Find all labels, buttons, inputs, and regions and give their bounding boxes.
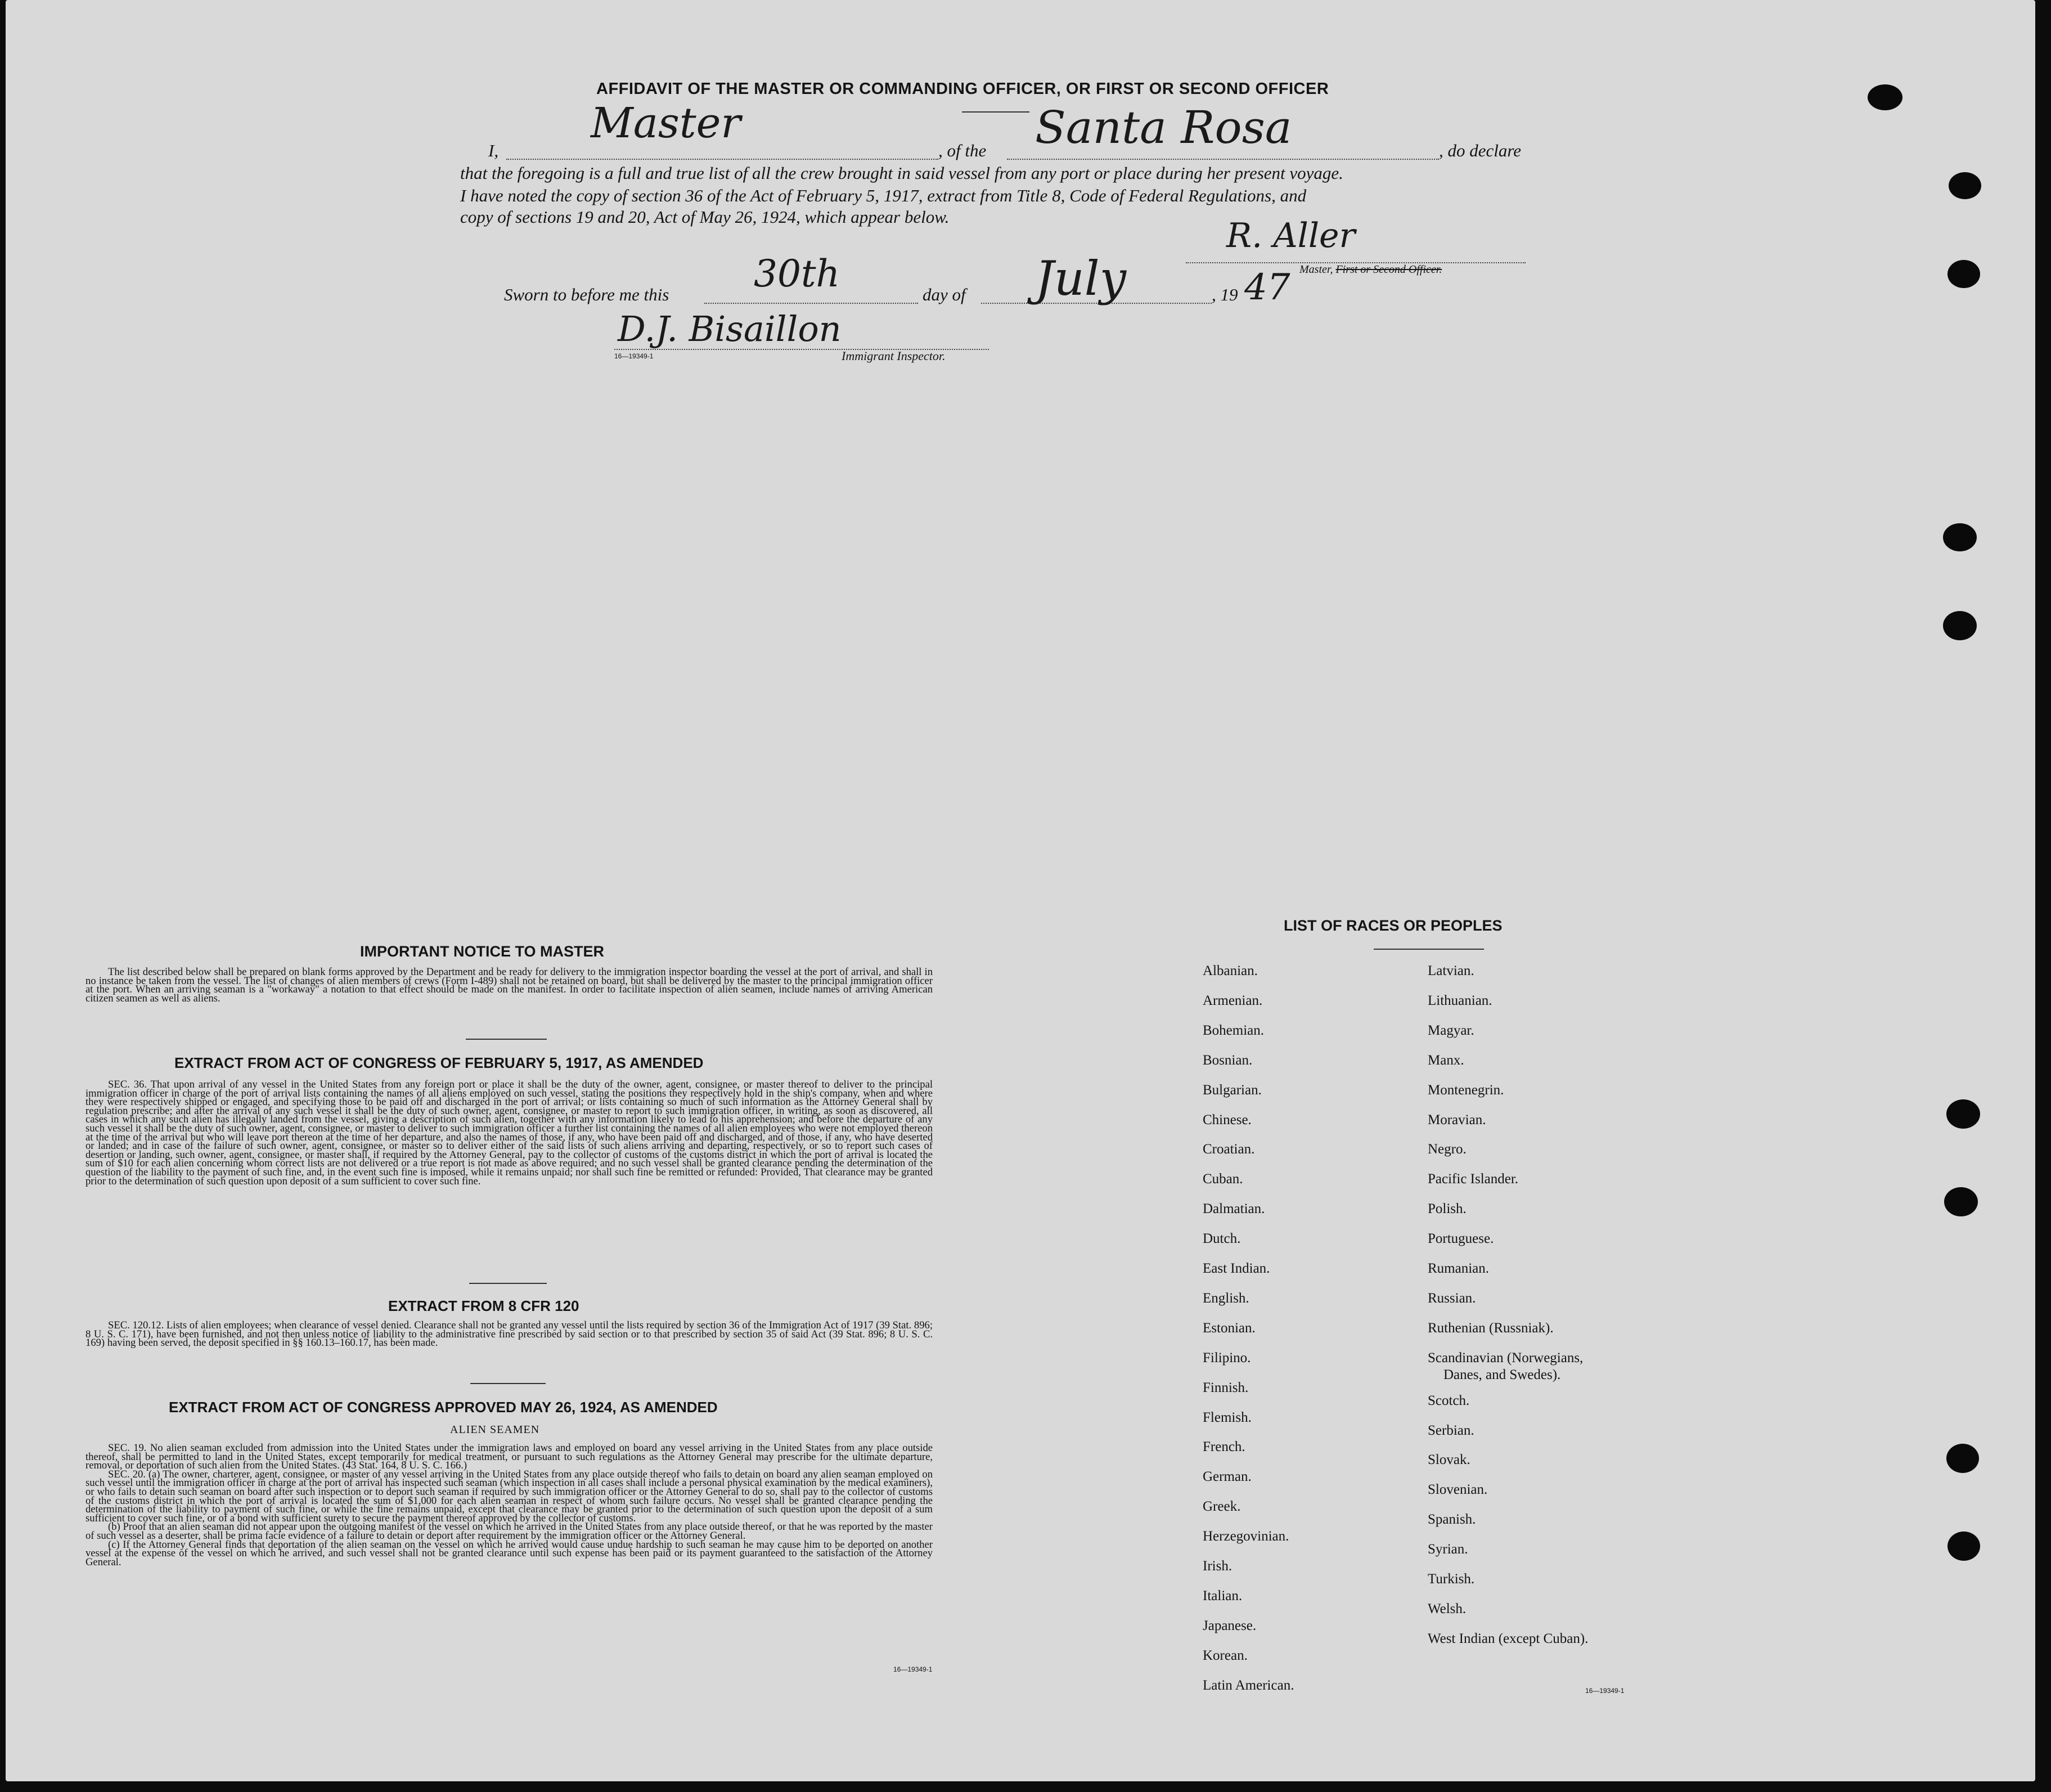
race-item: Dalmatian. xyxy=(1203,1201,1265,1217)
race-item: Danes, and Swedes). xyxy=(1443,1367,1561,1382)
divider xyxy=(469,1283,547,1284)
form-code: 16—19349-1 xyxy=(614,352,654,360)
race-item: Negro. xyxy=(1428,1142,1467,1157)
i-label: I, xyxy=(488,141,499,160)
race-item: Bosnian. xyxy=(1203,1052,1253,1068)
officer-label-struck: First or Second Officer. xyxy=(1335,263,1442,276)
race-item: Herzegovinian. xyxy=(1203,1529,1289,1544)
race-item: Flemish. xyxy=(1203,1409,1252,1425)
master-signature: R. Aller xyxy=(1226,216,1356,255)
races-title: LIST OF RACES OR PEOPLES xyxy=(1284,917,1503,934)
punch-hole xyxy=(1868,84,1902,110)
notice-title: IMPORTANT NOTICE TO MASTER xyxy=(360,943,604,960)
day-handwritten: 30th xyxy=(754,252,840,295)
extract-cfr-text xyxy=(86,1321,933,1348)
race-item: Chinese. xyxy=(1203,1112,1252,1128)
race-item: Slovenian. xyxy=(1428,1482,1488,1498)
divider xyxy=(466,1039,547,1040)
notice-paragraph: The list described below shall be prepared on blank forms approved by the Department and be ready for delivery to the immigration inspector boarding the vessel at the port of arrival, and shall in no instance be taken from the vessel. The list of changes of alien members of crews (Form I-489) shall not be retained on board, but shall be delivered by the master to the principal immigration officer at the port. When an arriving seaman is a "workaway" a notation to that effect should be made on the manifest. In order to facilitate inspection of alien seamen, include names of arriving American citizen seamen as well as aliens. xyxy=(86,966,933,1004)
punch-hole xyxy=(1946,1099,1980,1129)
form-code: 16—19349-1 xyxy=(893,1665,933,1673)
race-item: Cuban. xyxy=(1203,1171,1243,1187)
race-item: Welsh. xyxy=(1428,1601,1467,1616)
race-item: Manx. xyxy=(1428,1052,1464,1068)
race-item: Croatian. xyxy=(1203,1142,1255,1157)
race-item: Armenian. xyxy=(1203,992,1263,1008)
alien-seamen-subtitle: ALIEN SEAMEN xyxy=(450,1423,540,1436)
inspector-label: Immigrant Inspector. xyxy=(842,349,946,363)
race-item: Bohemian. xyxy=(1203,1022,1265,1038)
race-item: French. xyxy=(1203,1439,1245,1455)
punch-hole xyxy=(1943,523,1977,551)
affidavit-line-2: that the foregoing is a full and true list of all the crew brought in said vessel from any port or place during her present voyage. xyxy=(460,163,1343,183)
race-item: Russian. xyxy=(1428,1290,1476,1306)
master-label: Master, xyxy=(1299,263,1333,276)
year-handwritten: 47 xyxy=(1244,267,1290,308)
master-title xyxy=(1299,263,1442,276)
punch-hole xyxy=(1943,611,1977,640)
extract-1917-title: EXTRACT FROM ACT OF CONGRESS OF FEBRUARY 5, 1917, AS AMENDED xyxy=(174,1054,704,1071)
day-field-line xyxy=(704,303,918,304)
rank-handwritten: Master xyxy=(591,99,741,147)
race-item: Estonian. xyxy=(1203,1320,1256,1336)
extract-cfr-title: EXTRACT FROM 8 CFR 120 xyxy=(388,1297,579,1314)
race-item: Korean. xyxy=(1203,1647,1248,1663)
race-item: East Indian. xyxy=(1203,1261,1270,1276)
race-item: Rumanian. xyxy=(1428,1261,1490,1276)
race-item: Bulgarian. xyxy=(1203,1082,1262,1098)
notice-text xyxy=(86,968,933,1003)
extract-1917-text xyxy=(86,1080,933,1185)
sec20c-paragraph: (c) If the Attorney General finds that deportation of the alien seaman on the vessel on which he arrived would cause undue hardship to such seaman he may cause him to be deported on another vessel at the expense of the vessel on which he arrived, and such vessel shall not be granted clearance until such expense has been paid or its payment guaranteed to the satisfaction of the Attorney General. xyxy=(86,1538,933,1568)
race-item: Serbian. xyxy=(1428,1422,1474,1438)
race-item: Finnish. xyxy=(1203,1380,1249,1395)
race-item: Japanese. xyxy=(1203,1618,1257,1633)
race-item: Lithuanian. xyxy=(1428,992,1492,1008)
race-item: Greek. xyxy=(1203,1499,1241,1515)
inspector-signature: D.J. Bisaillon xyxy=(618,308,842,349)
race-item: English. xyxy=(1203,1290,1249,1306)
punch-hole xyxy=(1944,1187,1978,1216)
race-item: Spanish. xyxy=(1428,1512,1476,1528)
extract-1924-text xyxy=(86,1444,933,1566)
sec36-paragraph: SEC. 36. That upon arrival of any vessel in the United States from any foreign port or place it shall be the duty of the owner, agent, consignee, or master thereof to deliver to the principal immigration officer in charge of the port of arrival lists containing the names of all aliens employed on such vessel, stating the positions they respectively hold in the ship's company, when and where they were respectively shipped or engaged, and specifying those to be paid off and discharged in the port of arrival; or lists containing so much of such information as the Attorney General shall by regulation prescribe; and after the arrival of any such vessel it shall be the duty of such owner, agent, consignee, or master to report to such immigration officer, in writing, as soon as discovered, all cases in which any such alien has illegally landed from the vessel, giving a description of such alien, together with any information likely to lead to his apprehension; and before the departure of any such vessel it shall be the duty of such owner, agent, consignee, or master to deliver to such immigration officer a further list containing the names of all alien employees who were not employed thereon at the time of the arrival but who will leave port thereon at the time of her departure, and also the names of those, if any, who have been paid off and discharged, and of those, if any, who have deserted or landed; and in case of the failure of such owner, agent, consignee, or master so to deliver either of the said lists of such aliens arriving and departing, respectively, or so to report such cases of desertion or landing, such owner, agent, consignee, or master shall, if required by the Attorney General, pay to the collector of customs of the customs district in which the port of arrival is located the sum of $10 for each alien concerning whom correct lists are not delivered or a true report is not made as above required; and no such vessel shall be granted clearance pending the determination of the question of the liability to the payment of such fine, and, in the event such fine is imposed, while it remains unpaid; nor shall such fine be remitted or refunded: Provided, That clearance may be granted prior to the determination of such question upon deposit of a sum sufficient to cover such fine. xyxy=(86,1079,933,1187)
race-item: Montenegrin. xyxy=(1428,1082,1504,1098)
race-item: Magyar. xyxy=(1428,1022,1474,1038)
divider xyxy=(470,1383,546,1384)
affidavit-title: AFFIDAVIT OF THE MASTER OR COMMANDING OFFICER, OR FIRST OR SECOND OFFICER xyxy=(596,80,1329,98)
divider xyxy=(1374,949,1484,950)
of-the-label: , of the xyxy=(938,141,987,160)
race-item: Moravian. xyxy=(1428,1112,1486,1128)
punch-hole xyxy=(1949,172,1981,199)
race-item: Scotch. xyxy=(1428,1393,1470,1408)
race-item: West Indian (except Cuban). xyxy=(1428,1631,1589,1646)
sec20a-paragraph: SEC. 20. (a) The owner, charterer, agent, consignee, or master of any vessel arriving in the United States from any place outside thereof who fails to detain on board any alien seaman employed on such vessel until the immigration officer in charge at the port of arrival has inspected such seaman (which inspection in all cases shall include a personal physical examination by the medical examiners), or who fails to detain such seaman on board after such inspection or to deport such seaman if required by such immigration officer or the Attorney General to do so, shall pay to the collector of customs of the customs district in which the port of arrival is located the sum of $1,000 for each alien seaman in respect of whom such failure occurs. No vessel shall be granted clearance pending the determination of the liability to payment of such fine, or while the fine remains unpaid, except that clearance may be granted prior to the determination of such question upon the deposit of a sum sufficient to cover such fine, or of a bond with sufficient surety to secure the payment thereof approved by the collector of customs. xyxy=(86,1468,933,1524)
race-item: Ruthenian (Russniak). xyxy=(1428,1320,1554,1336)
race-item: Scandinavian (Norwegians, xyxy=(1428,1350,1584,1366)
affidavit-line-4: copy of sections 19 and 20, Act of May 26, 1924, which appear below. xyxy=(460,207,950,227)
punch-hole xyxy=(1946,1444,1979,1473)
day-of-label: day of xyxy=(923,285,966,304)
race-item: Dutch. xyxy=(1203,1231,1241,1247)
sec19-paragraph: SEC. 19. No alien seaman excluded from admission into the United States under the immigration laws and employed on board any vessel arriving in the United States from any place outside thereof, shall be permitted to land in the United States, except temporarily for medical treatment, or pursuant to such regulations as the Attorney General may prescribe for the ultimate departure, removal, or deportation of such alien from the United States. (43 Stat. 164, 8 U. S. C. 166.) xyxy=(86,1442,933,1472)
sec20b-paragraph: (b) Proof that an alien seaman did not appear upon the outgoing manifest of the vessel on which he arrived in the United States from any place outside thereof, or that he was reported by the master of such vessel as a deserter, shall be prima facie evidence of a failure to detain or deport after requirement by the immigration officer or the Attorney General. xyxy=(86,1521,933,1542)
punch-hole xyxy=(1947,260,1980,288)
race-item: Irish. xyxy=(1203,1559,1233,1574)
race-item: Filipino. xyxy=(1203,1350,1251,1366)
affidavit-line-3: I have noted the copy of section 36 of the Act of February 5, 1917, extract from Title 8, Code of Federal Regulations, and xyxy=(460,186,1307,205)
vessel-field-line xyxy=(1007,159,1439,160)
form-code: 16—19349-1 xyxy=(1585,1687,1625,1695)
race-item: Portuguese. xyxy=(1428,1231,1494,1247)
race-item: Latvian. xyxy=(1428,963,1474,978)
race-item: Slovak. xyxy=(1428,1452,1470,1468)
sworn-label: Sworn to before me this xyxy=(504,285,669,304)
vessel-handwritten: Santa Rosa xyxy=(1035,101,1292,154)
extract-1924-title: EXTRACT FROM ACT OF CONGRESS APPROVED MAY 26, 1924, AS AMENDED xyxy=(169,1399,718,1416)
year-prefix: , 19 xyxy=(1212,285,1238,304)
declare-label: , do declare xyxy=(1439,141,1522,160)
divider xyxy=(962,111,1029,113)
race-item: German. xyxy=(1203,1469,1252,1485)
race-item: Pacific Islander. xyxy=(1428,1171,1519,1187)
race-item: Polish. xyxy=(1428,1201,1467,1217)
race-item: Turkish. xyxy=(1428,1571,1475,1587)
race-item: Syrian. xyxy=(1428,1542,1468,1557)
race-item: Albanian. xyxy=(1203,963,1258,978)
sec120-paragraph: SEC. 120.12. Lists of alien employees; when clearance of vessel denied. Clearance shall not be granted any vessel until the lists required by section 36 of the Immigration Act of 1917 (39 Stat. 896; 8 U. S. C. 171), have been furnished, and not then unless notice of liability to the administrative fine prescribed by said section or to that prescribed by section 35 of said Act (39 Stat. 896; 8 U. S. C. 169) having been served, the deposit specified in §§ 160.13–160.17, has been made. xyxy=(86,1319,933,1349)
rank-field-line xyxy=(506,159,938,160)
race-item: Italian. xyxy=(1203,1588,1243,1604)
race-item: Latin American. xyxy=(1203,1677,1294,1693)
month-handwritten: July xyxy=(1035,251,1127,306)
document-page xyxy=(6,0,2035,1781)
punch-hole xyxy=(1947,1531,1980,1561)
